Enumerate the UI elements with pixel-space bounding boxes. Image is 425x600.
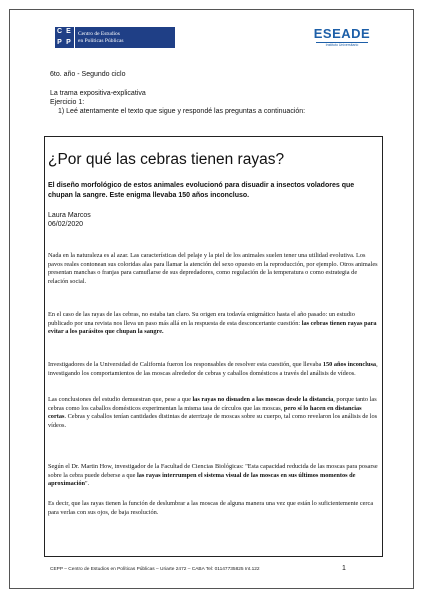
page-footer: CEPP – Centro de Estudios en Políticas Públicas – Uriarte 2472 – CABA Tel: 01147735825 Int.122 <box>50 567 260 572</box>
paragraph-5-text-end: ". <box>84 480 90 488</box>
esede-logo <box>310 27 374 48</box>
paragraph-2 <box>48 311 378 337</box>
exercise-heading: Ejercicio 1: <box>50 99 85 106</box>
paragraph-5-text: Según el Dr. Martin How, investigador de la Facultad de Ciencias Biológicas: "Esta capacidad reducida de las moscas para posarse sobre la cebra puede deberse a que <box>48 463 378 479</box>
paragraph-4-highlight-1: las rayas no disuaden a las moscas desde la distancia <box>192 396 334 403</box>
cepp-logo-mark <box>55 27 75 48</box>
logo-letter: P <box>66 38 71 46</box>
paragraph-4-text-mid: , porque tanto las cebras como los caballos domésticos experimentan la misma tasa de círculos que las moscas, <box>48 396 377 412</box>
text-genre: La trama expositiva-explicativa <box>50 90 146 97</box>
article-title: ¿Por qué las cebras tienen rayas? <box>48 151 285 168</box>
cepp-logo-line1: Centro de Estudios <box>78 30 120 37</box>
paragraph-4-text: Las conclusiones del estudio demuestran que, pese a que <box>48 396 193 403</box>
paragraph-4-text-end: . Cebras y caballos tenían cantidades distintas de aterrizaje de moscas sobre su cuerpo, tal como revelaron los análisis de los vídeos. <box>48 413 378 429</box>
exercise-instruction: 1) Leé atentamente el texto que sigue y respondé las preguntas a continuación: <box>58 108 306 115</box>
paragraph-1: Nada en la naturaleza es al azar. Las características del pelaje y la piel de los animales suelen tener una utilidad evolutiva. Los pavos reales contonean sus coloridas alas para llamar la atención del sexo opuesto en la reproducción, por ejemplo. Otros animales presentan manchas o franjas para camuflarse de sus depredadores, como regulación de la temperatura o como estrategia de relación social. <box>48 252 378 285</box>
paragraph-4 <box>48 396 378 430</box>
esede-logo-name: ESEADE <box>313 26 371 41</box>
paragraph-3-highlight: 150 años inconclusa <box>322 361 377 368</box>
article-author: Laura Marcos <box>48 212 91 219</box>
paragraph-2-text: En el caso de las rayas de las cebras, no estaba tan claro. Su origen era todavía enigmático hasta el año pasado: un estudio publicado por una revista nos lleva un paso más allá en la respuesta de esta desconcertante cuestión: <box>48 311 355 327</box>
logo-letter: C <box>56 28 63 35</box>
article-date: 06/02/2020 <box>48 221 84 228</box>
course-level: 6to. año - Segundo ciclo <box>50 71 126 78</box>
logo-letter: E <box>66 28 71 35</box>
page-number: 1 <box>342 565 346 572</box>
esede-logo-sub: Instituto Universitario <box>316 42 368 48</box>
cepp-logo-line2: en Políticas Públicas <box>78 37 124 44</box>
paragraph-3-text-end: , investigando los comportamientos de las moscas alrededor de cebras y caballos domésticos a través del análisis de vídeos. <box>48 361 378 377</box>
paragraph-3-text: Investigadores de la Universidad de California fueron los responsables de resolver esta cuestión, que llevaba <box>48 361 323 368</box>
cepp-logo <box>55 27 175 48</box>
paragraph-2-highlight: las cebras tienen rayas para evitar a los parásitos que chupan la sangre. <box>48 319 377 336</box>
paragraph-3 <box>48 361 378 378</box>
paragraph-5-highlight: las rayas interrumpen el sistema visual de las moscas en sus últimos momentos de aproximación <box>48 471 356 488</box>
paragraph-4-highlight-2: pero sí lo hacen en distancias cortas <box>48 404 362 421</box>
article-lead: El diseño morfológico de estos animales evolucionó para disuadir a insectos voladores que chupan la sangre. Este enigma llevaba 150 años inconcluso. <box>48 182 355 199</box>
logo-letter: P <box>57 38 62 46</box>
paragraph-5 <box>48 463 378 489</box>
paragraph-6: Es decir, que las rayas tienen la función de deslumbrar a las moscas de alguna manera una vez que están lo suficientemente cerca para verlas con sus ojos, de baja resolución. <box>48 500 374 516</box>
cepp-logo-text <box>75 31 124 45</box>
